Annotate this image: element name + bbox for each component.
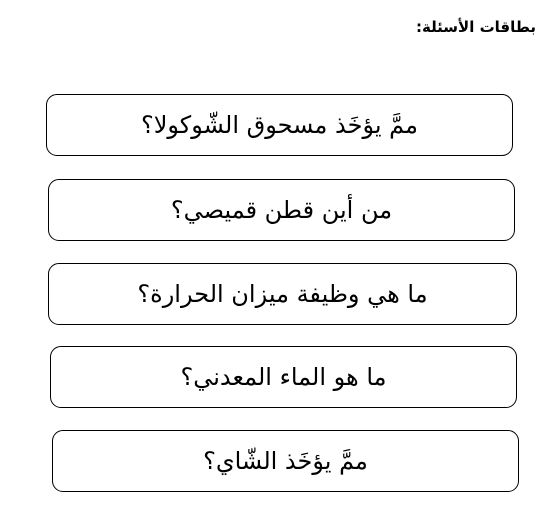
question-text: ما هي وظيفة ميزان الحرارة؟ [137,280,428,308]
question-text: من أين قطن قميصي؟ [170,196,393,224]
question-card [52,430,519,492]
question-card [48,263,517,325]
question-card [48,179,515,241]
question-text: ممَّ يؤخَذ الشّاي؟ [203,447,368,475]
question-text: ممَّ يؤخَذ مسحوق الشّوكولا؟ [140,111,419,139]
question-text: ما هو الماء المعدني؟ [180,363,387,391]
question-card [46,94,513,156]
question-card [50,346,517,408]
page-heading: بطاقات الأسئلة: [415,18,536,36]
